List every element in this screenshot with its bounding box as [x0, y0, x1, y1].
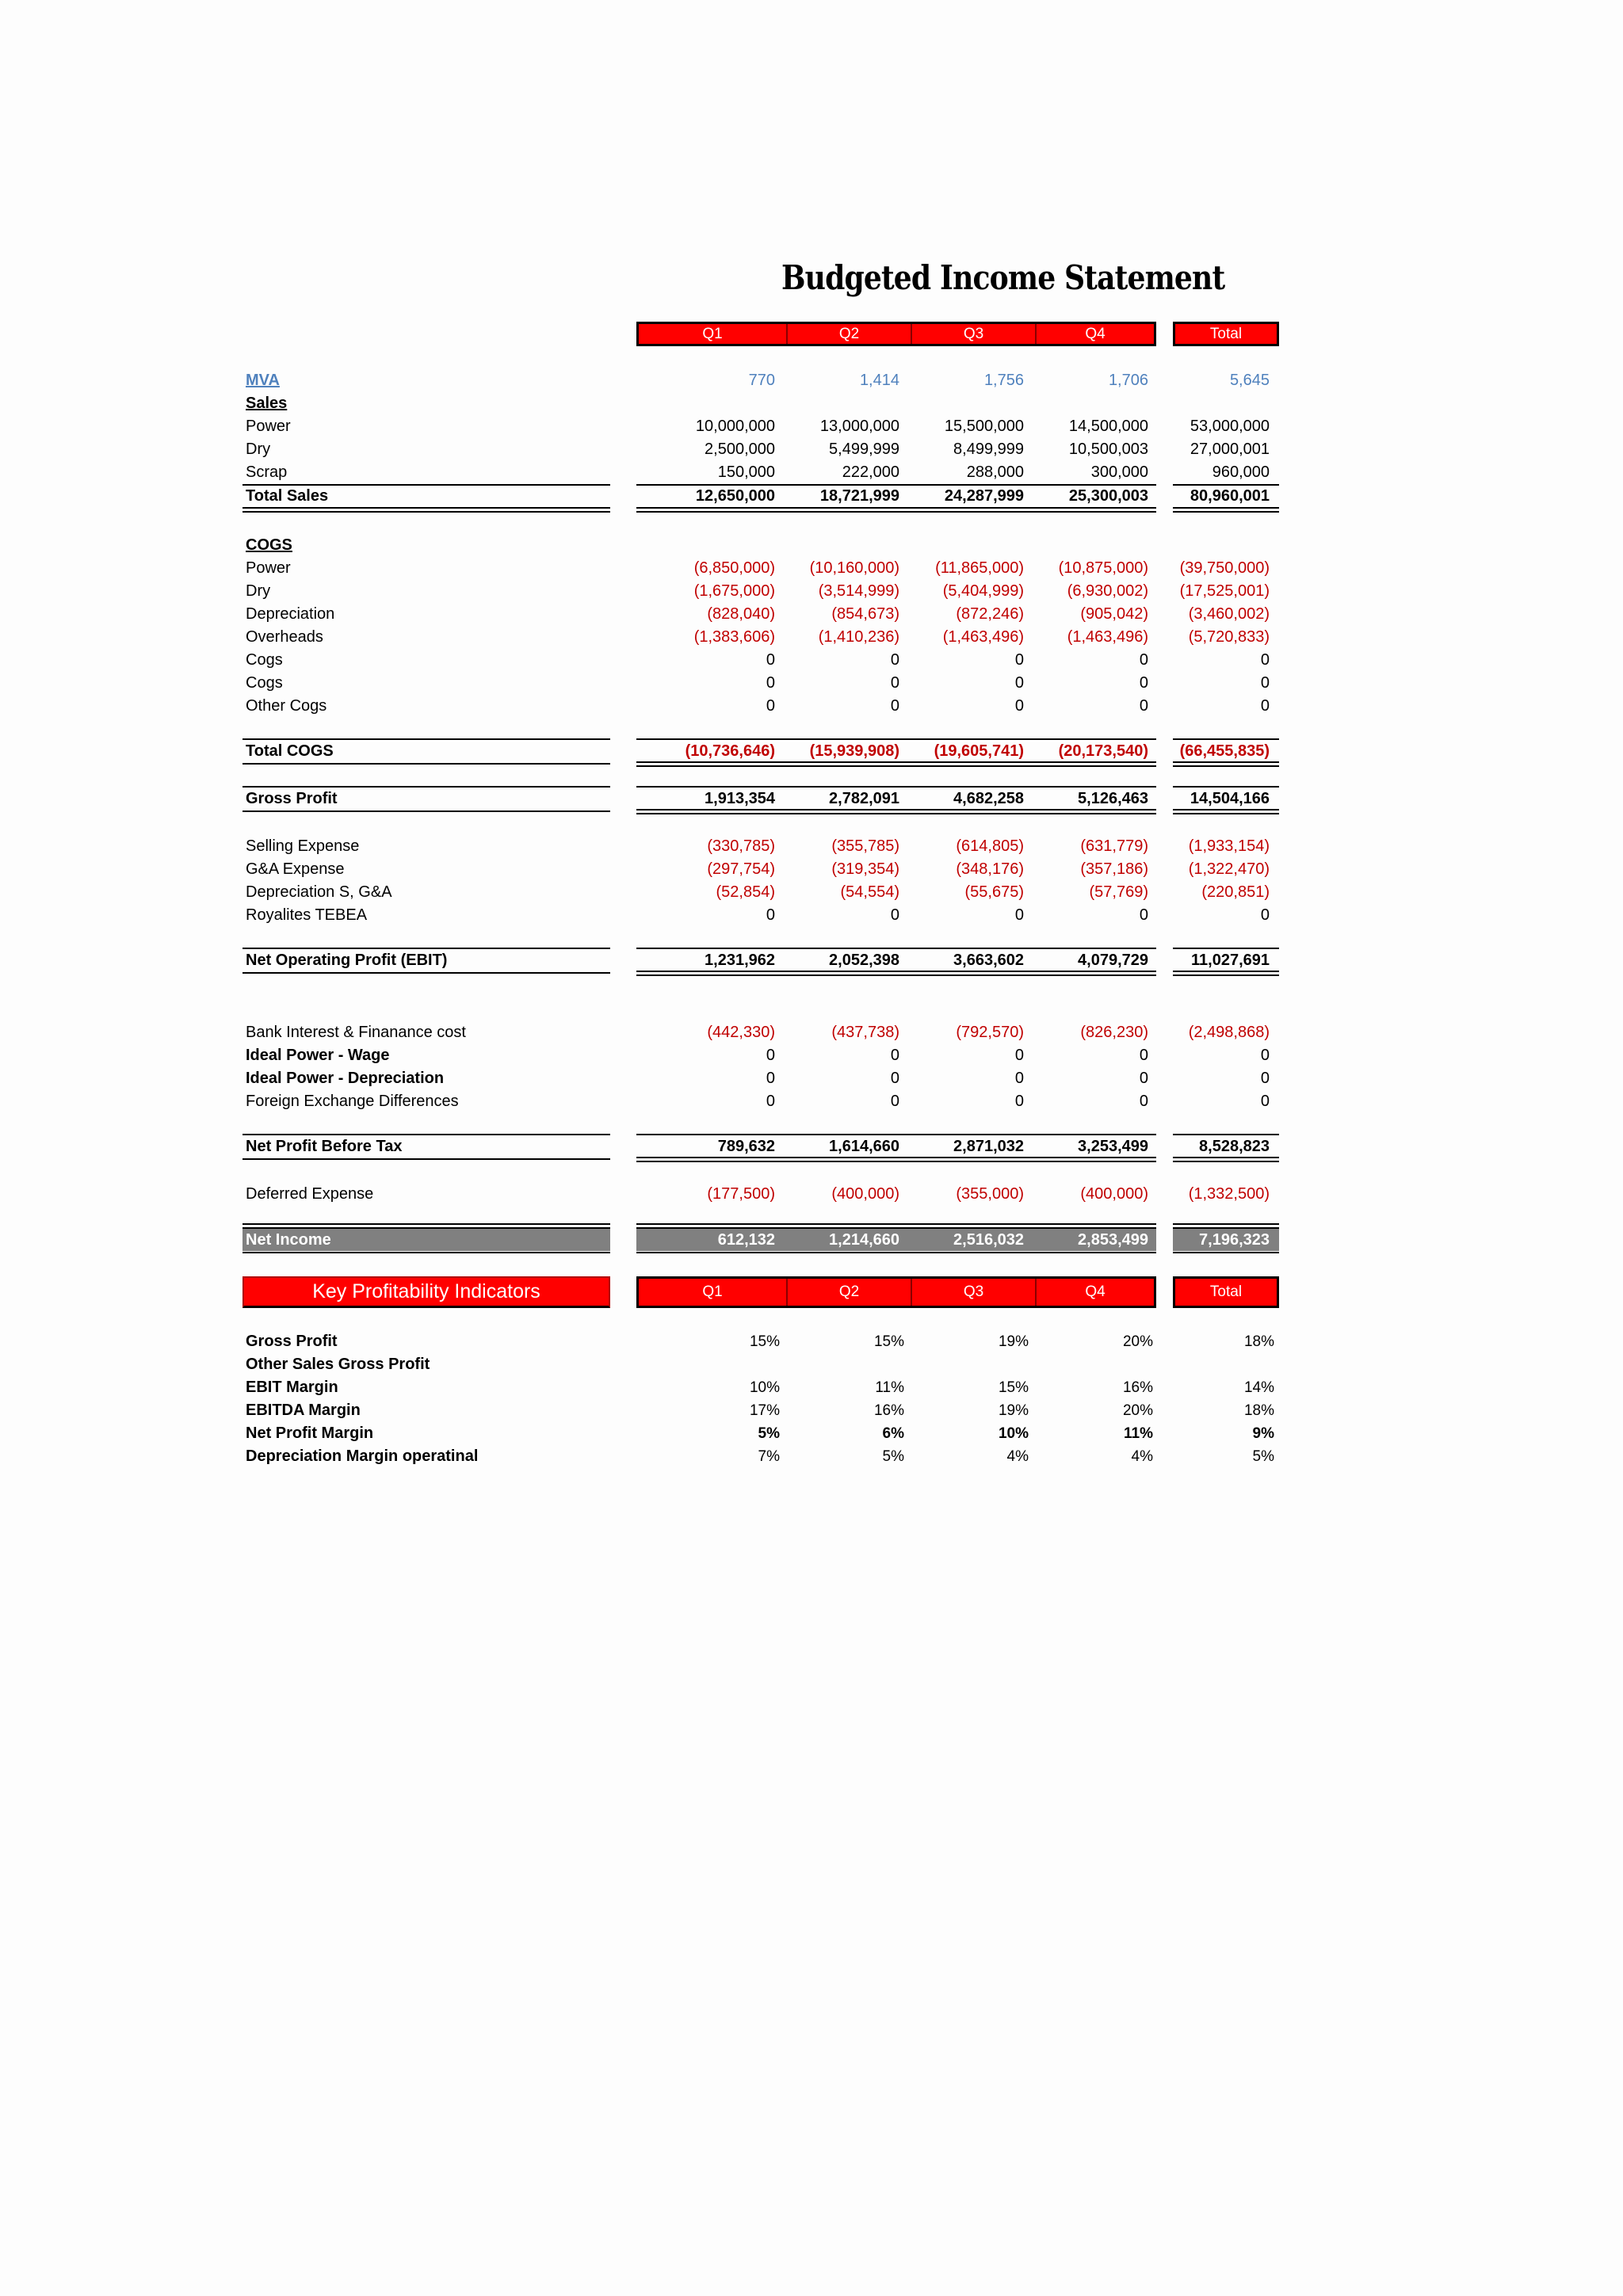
- divider: [242, 972, 610, 974]
- row-label: Net Operating Profit (EBIT): [246, 952, 448, 969]
- cell-total: 53,000,000: [1190, 418, 1270, 435]
- cell-total: 0: [1260, 697, 1270, 715]
- kpi-row-other-sales: [0, 1353, 1623, 1376]
- cell-q3: 15,500,000: [944, 418, 1024, 435]
- cell-q4: 1,706: [1108, 372, 1148, 389]
- double-underline: [636, 761, 1156, 767]
- kpi-header-q4: Q4: [1035, 1279, 1154, 1306]
- cell-q2: 0: [890, 697, 899, 715]
- row-label: Other Cogs: [246, 697, 327, 715]
- cell-q4: 0: [1139, 1070, 1148, 1087]
- row-label: Dry: [246, 441, 271, 458]
- cell-q1: 0: [766, 1047, 775, 1064]
- cell-q1: (1,675,000): [693, 582, 775, 600]
- kpi-row-ebit-margin: [0, 1376, 1623, 1399]
- kpi-header-q2: Q2: [786, 1279, 911, 1306]
- row-label: Power: [246, 418, 291, 435]
- divider: [242, 1252, 610, 1253]
- cell-q2: 6%: [882, 1425, 904, 1442]
- row-label[interactable]: MVA: [246, 372, 280, 389]
- row-cogs-cogs: [0, 672, 1623, 695]
- double-underline: [636, 1157, 1156, 1162]
- header-total: Total: [1209, 325, 1243, 342]
- cell-q2: 18,721,999: [819, 487, 899, 505]
- cell-q4: 0: [1139, 697, 1148, 715]
- cell-q2: (400,000): [831, 1185, 899, 1203]
- cell-q1: 10,000,000: [695, 418, 775, 435]
- divider: [636, 1252, 1156, 1253]
- row-cogs-power: [0, 557, 1623, 580]
- cell-total: (17,525,001): [1179, 582, 1270, 600]
- divider: [242, 810, 610, 812]
- row-ga-expense: [0, 858, 1623, 881]
- header-q3: Q3: [911, 324, 1035, 344]
- row-label: Net Profit Before Tax: [246, 1138, 403, 1155]
- cell-q4: 20%: [1122, 1333, 1153, 1350]
- cell-q1: 0: [766, 1093, 775, 1110]
- cell-q1: 789,632: [717, 1138, 775, 1155]
- kpi-header-total: Total: [1209, 1283, 1243, 1300]
- double-underline: [636, 507, 1156, 513]
- cell-q2: (3,514,999): [818, 582, 899, 600]
- cell-q3: (348,176): [956, 860, 1024, 878]
- row-label: Selling Expense: [246, 837, 360, 855]
- row-gross-profit: [0, 788, 1623, 810]
- cell-total: 11,027,691: [1191, 952, 1270, 969]
- quarter-header: [636, 322, 1156, 346]
- cell-q3: (55,675): [964, 883, 1024, 901]
- cell-q4: 25,300,003: [1068, 487, 1148, 505]
- cell-total: 18%: [1243, 1333, 1274, 1350]
- cell-q1: (52,854): [716, 883, 775, 901]
- kpi-section-title: Key Profitability Indicators: [242, 1276, 610, 1308]
- row-label: Power: [246, 559, 291, 577]
- cell-q3: 0: [1014, 674, 1024, 692]
- cell-q3: 0: [1014, 697, 1024, 715]
- row-ideal-power-wage: [0, 1044, 1623, 1067]
- row-royalites: [0, 904, 1623, 927]
- cell-q3: (5,404,999): [942, 582, 1024, 600]
- cell-q3: (872,246): [956, 605, 1024, 623]
- cell-q4: 0: [1139, 1047, 1148, 1064]
- cell-total: 5%: [1252, 1448, 1274, 1465]
- row-label: Net Profit Margin: [246, 1425, 374, 1442]
- cell-q3: (19,605,741): [934, 742, 1024, 760]
- cell-q3: 19%: [998, 1333, 1029, 1350]
- row-label: Other Sales Gross Profit: [246, 1356, 430, 1373]
- cell-q1: 1,231,962: [705, 952, 775, 969]
- row-label: Ideal Power - Depreciation: [246, 1070, 445, 1087]
- page-title: Budgeted Income Statement: [781, 258, 1225, 297]
- cell-q2: 1,414: [859, 372, 899, 389]
- cell-total: 0: [1260, 651, 1270, 669]
- kpi-quarter-header: [636, 1276, 1156, 1308]
- row-label: Depreciation Margin operatinal: [246, 1447, 479, 1465]
- cell-q1: (828,040): [707, 605, 775, 623]
- row-label: Bank Interest & Finanance cost: [246, 1024, 466, 1041]
- section-heading: COGS: [246, 536, 292, 554]
- cell-total: (1,322,470): [1188, 860, 1270, 878]
- cell-total: 8,528,823: [1199, 1138, 1270, 1155]
- cell-q4: (6,930,002): [1067, 582, 1148, 600]
- cell-q2: 16%: [873, 1402, 904, 1419]
- divider: [1173, 1252, 1279, 1253]
- double-underline: [1173, 809, 1279, 814]
- cell-q4: 4%: [1131, 1448, 1153, 1465]
- total-header: [1173, 322, 1279, 346]
- cell-q3: 4%: [1006, 1448, 1029, 1465]
- cell-total: 18%: [1243, 1402, 1274, 1419]
- cell-q3: 288,000: [966, 463, 1024, 481]
- cell-q4: 0: [1139, 906, 1148, 924]
- row-mva: [0, 369, 1623, 392]
- cell-total: 14%: [1243, 1379, 1274, 1396]
- row-label: EBITDA Margin: [246, 1402, 361, 1419]
- cell-q2: (854,673): [831, 605, 899, 623]
- cell-q4: 14,500,000: [1068, 418, 1148, 435]
- cell-q2: 5%: [882, 1448, 904, 1465]
- cell-q1: (10,736,646): [685, 742, 775, 760]
- cell-q4: (826,230): [1080, 1024, 1148, 1041]
- cell-q1: 7%: [758, 1448, 780, 1465]
- cell-q2: 0: [890, 1047, 899, 1064]
- cell-total: (39,750,000): [1179, 559, 1270, 577]
- double-underline: [1173, 761, 1279, 767]
- row-cogs-heading: [0, 534, 1623, 557]
- cell-q1: (330,785): [707, 837, 775, 855]
- cell-q4: (400,000): [1080, 1185, 1148, 1203]
- cell-q2: (10,160,000): [809, 559, 899, 577]
- row-sales-dry: [0, 438, 1623, 461]
- header-q4: Q4: [1035, 324, 1154, 344]
- kpi-total-header: [1173, 1276, 1279, 1308]
- row-total-cogs: [0, 740, 1623, 763]
- cell-q4: (905,042): [1080, 605, 1148, 623]
- cell-q2: 5,499,999: [829, 441, 899, 458]
- row-label: Total COGS: [246, 742, 334, 760]
- row-label: Dry: [246, 582, 271, 600]
- cell-q3: (355,000): [956, 1185, 1024, 1203]
- cell-q3: 1,756: [983, 372, 1024, 389]
- cell-q4: 3,253,499: [1078, 1138, 1148, 1155]
- cell-q2: 2,052,398: [829, 952, 899, 969]
- cell-q1: 0: [766, 651, 775, 669]
- cell-total: (3,460,002): [1188, 605, 1270, 623]
- cell-q3: (792,570): [956, 1024, 1024, 1041]
- row-net-income: [0, 1229, 1623, 1252]
- kpi-row-gross-profit: [0, 1330, 1623, 1353]
- cell-total: 0: [1260, 1070, 1270, 1087]
- cell-q1: 0: [766, 697, 775, 715]
- cell-q1: (6,850,000): [693, 559, 775, 577]
- cell-q1: (177,500): [707, 1185, 775, 1203]
- kpi-header-q1: Q1: [702, 1283, 723, 1300]
- cell-q1: 0: [766, 906, 775, 924]
- row-label: Gross Profit: [246, 790, 338, 807]
- row-label: Ideal Power - Wage: [246, 1047, 390, 1064]
- cell-q2: 0: [890, 674, 899, 692]
- cell-total: 0: [1260, 1093, 1270, 1110]
- header-q1: Q1: [702, 325, 723, 342]
- row-label: EBIT Margin: [246, 1379, 338, 1396]
- cell-q1: 12,650,000: [695, 487, 775, 505]
- cell-q2: 0: [890, 1093, 899, 1110]
- double-overline: [1173, 1223, 1279, 1229]
- kpi-row-net-profit-margin: [0, 1422, 1623, 1445]
- cell-q4: 10,500,003: [1068, 441, 1148, 458]
- cell-total: 0: [1260, 1047, 1270, 1064]
- row-sales-power: [0, 415, 1623, 438]
- row-sales-heading: [0, 392, 1623, 415]
- cell-q4: 300,000: [1090, 463, 1148, 481]
- cell-q3: 3,663,602: [953, 952, 1024, 969]
- cell-q4: 20%: [1122, 1402, 1153, 1419]
- double-underline: [1173, 1157, 1279, 1162]
- header-q2: Q2: [786, 324, 911, 344]
- row-ideal-power-depreciation: [0, 1067, 1623, 1090]
- row-label: Depreciation S, G&A: [246, 883, 392, 901]
- cell-q2: (437,738): [831, 1024, 899, 1041]
- row-cogs-dry: [0, 580, 1623, 603]
- cell-q3: (11,865,000): [935, 559, 1024, 577]
- cell-total: 80,960,001: [1190, 487, 1270, 505]
- cell-q4: (20,173,540): [1058, 742, 1148, 760]
- cell-q1: 612,132: [717, 1231, 775, 1249]
- cell-q2: (15,939,908): [809, 742, 899, 760]
- row-label: Cogs: [246, 651, 283, 669]
- cell-total: 9%: [1252, 1425, 1274, 1442]
- row-label: Overheads: [246, 628, 323, 646]
- row-label: Deferred Expense: [246, 1185, 374, 1203]
- row-total-sales: [0, 485, 1623, 508]
- cell-q2: 0: [890, 651, 899, 669]
- cell-q3: 0: [1014, 906, 1024, 924]
- cell-q2: 15%: [873, 1333, 904, 1350]
- cell-q3: 0: [1014, 1047, 1024, 1064]
- cell-q3: 15%: [998, 1379, 1029, 1396]
- cell-total: 7,196,323: [1199, 1231, 1270, 1249]
- cell-total: 960,000: [1212, 463, 1270, 481]
- cell-q3: 19%: [998, 1402, 1029, 1419]
- cell-total: 27,000,001: [1190, 441, 1270, 458]
- cell-q2: 11%: [875, 1379, 904, 1396]
- row-label: Depreciation: [246, 605, 335, 623]
- cell-q4: 2,853,499: [1078, 1231, 1148, 1249]
- row-cogs-overheads: [0, 626, 1623, 649]
- cell-total: (2,498,868): [1188, 1024, 1270, 1041]
- cell-q1: (1,383,606): [693, 628, 775, 646]
- cell-q1: 1,913,354: [705, 790, 775, 807]
- cell-q4: (57,769): [1089, 883, 1148, 901]
- cell-q2: (355,785): [831, 837, 899, 855]
- double-underline: [242, 507, 610, 513]
- row-label: Scrap: [246, 463, 288, 481]
- cell-q4: 11%: [1124, 1425, 1153, 1442]
- cell-q2: 0: [890, 1070, 899, 1087]
- row-cogs-cogs: [0, 649, 1623, 672]
- double-underline: [636, 971, 1156, 976]
- double-overline: [242, 1223, 610, 1229]
- cell-q2: 1,614,660: [829, 1138, 899, 1155]
- double-underline: [1173, 971, 1279, 976]
- cell-q2: 13,000,000: [819, 418, 899, 435]
- row-net-profit-before-tax: [0, 1135, 1623, 1158]
- cell-total: (1,332,500): [1188, 1185, 1270, 1203]
- kpi-header-q3: Q3: [911, 1279, 1035, 1306]
- cell-q3: 2,871,032: [953, 1138, 1024, 1155]
- cell-total: 0: [1260, 674, 1270, 692]
- cell-total: (5,720,833): [1188, 628, 1270, 646]
- row-label: Net Income: [246, 1231, 331, 1249]
- cell-total: 0: [1260, 906, 1270, 924]
- cell-q1: 5%: [758, 1425, 780, 1442]
- double-underline: [636, 809, 1156, 814]
- row-label: G&A Expense: [246, 860, 345, 878]
- cell-q3: 2,516,032: [953, 1231, 1024, 1249]
- double-overline: [636, 1223, 1156, 1229]
- cell-total: (220,851): [1201, 883, 1270, 901]
- cell-q3: 4,682,258: [953, 790, 1024, 807]
- cell-q3: 0: [1014, 1093, 1024, 1110]
- cell-q1: 17%: [749, 1402, 780, 1419]
- cell-q4: 16%: [1122, 1379, 1153, 1396]
- row-ebit: [0, 949, 1623, 972]
- cell-q1: 15%: [749, 1333, 780, 1350]
- cell-q3: (1,463,496): [942, 628, 1024, 646]
- cell-q4: 4,079,729: [1078, 952, 1148, 969]
- cell-q4: (631,779): [1080, 837, 1148, 855]
- row-deferred-expense: [0, 1183, 1623, 1206]
- cell-q1: 770: [748, 372, 775, 389]
- row-bank-interest: [0, 1021, 1623, 1044]
- cell-total: 5,645: [1229, 372, 1270, 389]
- cell-q4: (10,875,000): [1058, 559, 1148, 577]
- section-heading: Sales: [246, 395, 288, 412]
- row-fx-differences: [0, 1090, 1623, 1113]
- cell-q3: 0: [1014, 1070, 1024, 1087]
- row-label: Royalites TEBEA: [246, 906, 368, 924]
- cell-q1: 0: [766, 674, 775, 692]
- cell-total: 14,504,166: [1190, 790, 1270, 807]
- cell-q2: 222,000: [842, 463, 899, 481]
- row-label: Foreign Exchange Differences: [246, 1093, 459, 1110]
- row-label: Gross Profit: [246, 1333, 338, 1350]
- cell-q4: 5,126,463: [1078, 790, 1148, 807]
- cell-q4: 0: [1139, 674, 1148, 692]
- cell-q3: 0: [1014, 651, 1024, 669]
- cell-q1: 10%: [749, 1379, 780, 1396]
- cell-q2: (319,354): [831, 860, 899, 878]
- cell-q2: (54,554): [840, 883, 899, 901]
- cell-q4: (1,463,496): [1067, 628, 1148, 646]
- cell-q4: 0: [1139, 1093, 1148, 1110]
- cell-q3: 10%: [998, 1425, 1029, 1442]
- cell-q2: 1,214,660: [829, 1231, 899, 1249]
- cell-q4: (357,186): [1080, 860, 1148, 878]
- cell-total: (66,455,835): [1179, 742, 1270, 760]
- cell-q2: 0: [890, 906, 899, 924]
- row-label: Total Sales: [246, 487, 329, 505]
- cell-q3: 8,499,999: [953, 441, 1024, 458]
- cell-q1: 2,500,000: [705, 441, 775, 458]
- cell-q2: 2,782,091: [829, 790, 899, 807]
- cell-q3: (614,805): [956, 837, 1024, 855]
- cell-q1: 150,000: [717, 463, 775, 481]
- cell-q3: 24,287,999: [944, 487, 1024, 505]
- row-sales-scrap: [0, 461, 1623, 484]
- cell-q4: 0: [1139, 651, 1148, 669]
- row-label: Cogs: [246, 674, 283, 692]
- cell-q1: 0: [766, 1070, 775, 1087]
- kpi-row-ebitda-margin: [0, 1399, 1623, 1422]
- double-underline: [1173, 507, 1279, 513]
- cell-q1: (297,754): [707, 860, 775, 878]
- row-depreciation-sga: [0, 881, 1623, 904]
- kpi-row-depreciation-margin: [0, 1445, 1623, 1468]
- row-cogs-other: [0, 695, 1623, 718]
- divider: [242, 763, 610, 765]
- row-cogs-depreciation: [0, 603, 1623, 626]
- divider: [242, 1158, 610, 1160]
- cell-q2: (1,410,236): [818, 628, 899, 646]
- row-selling-expense: [0, 835, 1623, 858]
- cell-q1: (442,330): [707, 1024, 775, 1041]
- cell-total: (1,933,154): [1188, 837, 1270, 855]
